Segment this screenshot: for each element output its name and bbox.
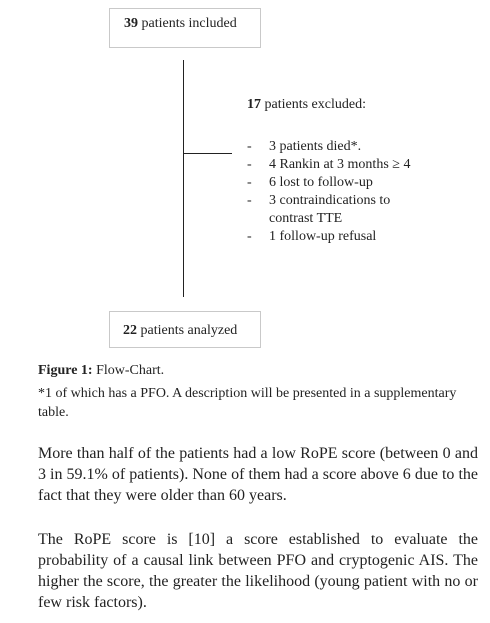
analyzed-label: patients analyzed xyxy=(137,323,238,338)
excluded-item-text: 3 contraindications to contrast TTE xyxy=(269,193,391,226)
list-dash: - xyxy=(247,175,252,190)
excluded-item xyxy=(247,156,417,174)
list-dash: - xyxy=(247,139,252,154)
figure-label: Figure 1: xyxy=(38,363,93,378)
list-dash: - xyxy=(247,229,252,244)
body-paragraph: The RoPE score is [10] a score established to evaluate the probability of a causal link between PFO and cryptogenic AIS. The higher the score, the greater the likelihood (young patient with no or few risk factors). xyxy=(38,531,478,611)
included-box xyxy=(109,8,261,48)
excluded-list xyxy=(247,138,417,246)
excluded-item xyxy=(247,228,417,246)
excluded-item-text: 4 Rankin at 3 months ≥ 4 xyxy=(269,157,411,172)
analyzed-count: 22 xyxy=(123,323,137,338)
excluded-item-text: 6 lost to follow-up xyxy=(269,175,373,190)
analyzed-box xyxy=(109,311,261,348)
excluded-item-text: 3 patients died*. xyxy=(269,139,362,154)
flow-exclusion-branch xyxy=(184,153,232,154)
figure-footnote: *1 of which has a PFO. A description will be presented in a supplementary table. xyxy=(38,386,457,420)
excluded-item xyxy=(247,138,417,156)
figure-caption xyxy=(38,362,164,380)
excluded-heading xyxy=(247,96,366,113)
included-count: 39 xyxy=(124,16,138,31)
list-dash: - xyxy=(247,193,252,208)
excluded-item xyxy=(247,174,417,192)
figure-title: Flow-Chart. xyxy=(92,363,165,378)
included-label: patients included xyxy=(138,16,237,31)
excluded-item xyxy=(247,192,417,228)
excluded-count: 17 xyxy=(247,97,261,112)
body-paragraph: More than half of the patients had a low RoPE score (between 0 and 3 in 59.1% of patients). None of them had a score above 6 due to the fact that they were older than 60 years. xyxy=(38,445,478,504)
excluded-item-text: 1 follow-up refusal xyxy=(269,229,377,244)
list-dash: - xyxy=(247,157,252,172)
excluded-label: patients excluded: xyxy=(261,97,366,112)
flow-vertical-connector xyxy=(183,60,184,297)
